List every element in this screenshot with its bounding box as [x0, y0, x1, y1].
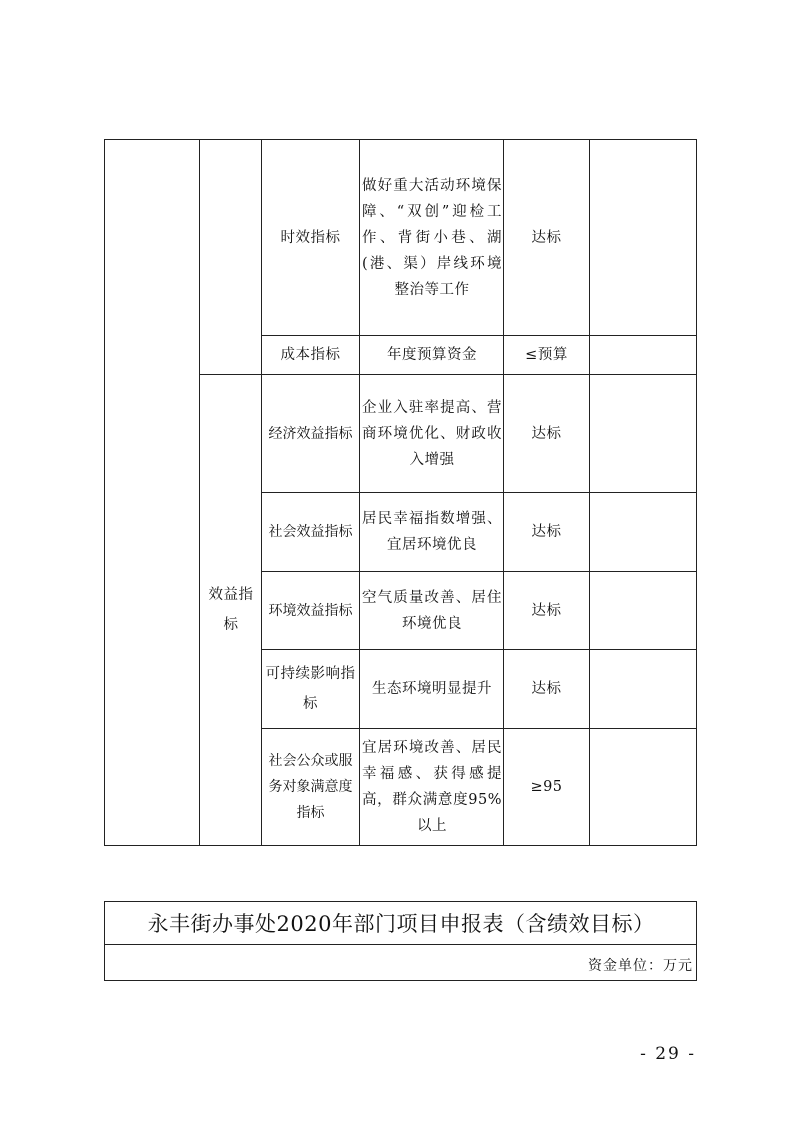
table-cell-sub-category: 成本指标 [280, 347, 341, 363]
table-bottom-border [104, 845, 697, 846]
table-cell-sub-category: 经济效益指标 [268, 425, 353, 442]
form-right-border [696, 901, 697, 981]
form-top-border [104, 901, 697, 902]
table-cell-remark [590, 729, 696, 845]
table-cell-sub-category: 社会效益指标 [268, 524, 353, 540]
form-bottom-border [104, 980, 697, 981]
table-cell-remark [590, 650, 696, 728]
table-cell-sub-category: 时效指标 [280, 229, 341, 246]
table-cell-content: 年度预算资金 [387, 347, 477, 363]
table-cell-target: 达标 [531, 229, 562, 246]
currency-unit-label: 资金单位：万元 [588, 958, 693, 974]
table-cell-sub-category: 环境效益指标 [268, 602, 353, 619]
table-cell-category: 效益指标 [208, 587, 254, 633]
page-number: - 29 - [640, 1044, 696, 1064]
table-cell-target: 达标 [531, 524, 562, 540]
table-cell-target: 达标 [531, 681, 562, 697]
table-cell-target: ≤预算 [525, 347, 568, 363]
table-left-border [104, 139, 105, 846]
table-cell-content: 空气质量改善、居住环境优良 [362, 589, 502, 632]
table-cell-content: 生态环境明显提升 [372, 681, 492, 697]
form-left-border [104, 901, 105, 981]
form-divider [104, 944, 697, 945]
col-divider [199, 139, 200, 846]
table-cell-target: ≥95 [530, 779, 563, 795]
table-cell-sub-category: 社会公众或服务对象满意度指标 [268, 753, 353, 821]
table-cell-remark [590, 140, 696, 335]
table-cell-content: 做好重大活动环境保障、“双创”迎检工作、背街小巷、湖(港、渠）岸线环境整治等工作 [362, 177, 502, 298]
form-title: 永丰街办事处2020年部门项目申报表（含绩效目标） [147, 912, 655, 936]
table-cell-content: 宜居环境改善、居民幸福感、获得感提高，群众满意度95%以上 [362, 740, 502, 834]
table-cell-sub-category: 可持续影响指标 [265, 666, 356, 712]
table-cell-remark [590, 336, 696, 374]
table-cell-remark [590, 493, 696, 571]
table-cell-target: 达标 [531, 602, 562, 619]
table-cell-content: 居民幸福指数增强、宜居环境优良 [362, 511, 502, 553]
table-cell-content: 企业入驻率提高、营商环境优化、财政收入增强 [362, 399, 502, 468]
table-cell-remark [590, 375, 696, 492]
table-cell-target: 达标 [531, 425, 562, 442]
table-cell-remark [590, 572, 696, 649]
